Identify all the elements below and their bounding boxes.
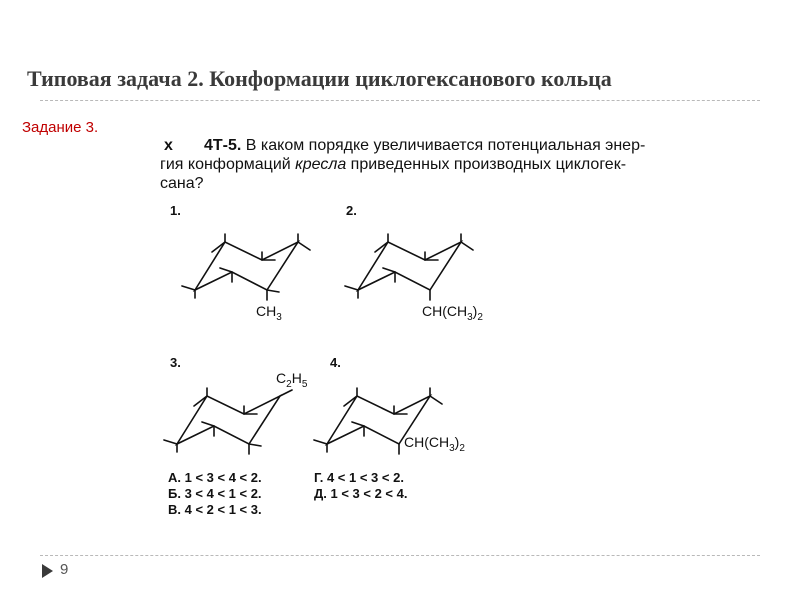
problem-text-line-3: сана?: [160, 175, 204, 192]
answer-a: А. 1 < 3 < 4 < 2.: [168, 470, 262, 485]
answer-b: Б. 3 < 4 < 1 < 2.: [168, 486, 262, 501]
chair-structure-1: [182, 234, 310, 300]
answer-options-left: [168, 470, 262, 518]
page-number: 9: [60, 561, 69, 578]
structure-label-1: 1.: [170, 203, 181, 218]
play-arrow-icon[interactable]: [42, 564, 53, 578]
problem-text-line-2c: приведенных производных циклогек-: [346, 156, 627, 173]
task-label: Задание 3.: [22, 119, 99, 136]
substituent-2: $CH(CH_3)_2$: [422, 303, 483, 323]
structure-label-4: 4.: [330, 355, 341, 370]
structure-label-2: 2.: [346, 203, 357, 218]
substituent-1: $CH_3$: [256, 303, 282, 323]
slide-title: Типовая задача 2. Конформации циклогексанового кольца: [27, 66, 612, 91]
problem-text-emphasis: кресла: [295, 156, 347, 173]
answer-d: Г. 4 < 1 < 3 < 2.: [314, 470, 404, 485]
problem-text-line-2a: гия конформаций: [160, 156, 296, 173]
problem-number: 4Т-5.: [204, 137, 242, 154]
answer-options-right: [314, 470, 407, 502]
chair-structure-2: [345, 234, 473, 300]
chair-structure-3: [164, 388, 292, 454]
footer-divider: [40, 555, 760, 556]
substituent-4: $CH(CH_3)_2$: [404, 434, 465, 454]
problem-text-line-1: В каком порядке увеличивается потенциальная энер-: [241, 137, 646, 154]
substituent-3: $C_2H_5$: [276, 370, 308, 390]
answer-e: Д. 1 < 3 < 2 < 4.: [314, 486, 408, 501]
problem-marker: x: [164, 137, 173, 154]
structure-label-3: 3.: [170, 355, 181, 370]
answer-c: В. 4 < 2 < 1 < 3.: [168, 502, 262, 517]
